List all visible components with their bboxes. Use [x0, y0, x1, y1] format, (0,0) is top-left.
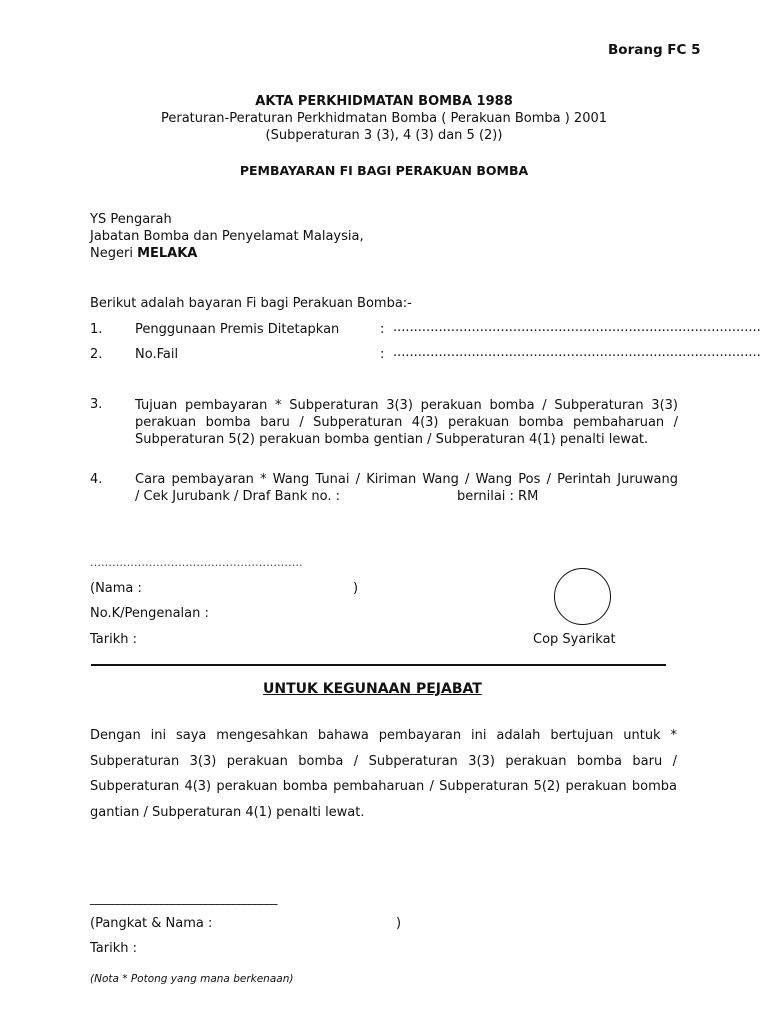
- section-divider: [91, 664, 666, 666]
- company-stamp-label: Cop Syarikat: [533, 632, 616, 647]
- subregulation-ref: (Subperaturan 3 (3), 4 (3) dan 5 (2)): [265, 128, 503, 143]
- item1-field[interactable]: .........................................................................................: [393, 320, 761, 335]
- officer-rank-name-label: (Pangkat & Nama :: [90, 916, 213, 931]
- item3-number: 3.: [90, 397, 103, 412]
- item4-line2b: bernilai : RM: [457, 489, 539, 504]
- footnote: (Nota * Potong yang mana berkenaan): [90, 973, 294, 985]
- office-use-title: UNTUK KEGUNAAN PEJABAT: [263, 681, 482, 697]
- addressee-line2: Jabatan Bomba dan Penyelamat Malaysia,: [90, 229, 364, 244]
- item1-colon: :: [380, 322, 385, 337]
- item2-colon: :: [380, 347, 385, 362]
- state-name: MELAKA: [137, 246, 198, 261]
- regulation-title: Peraturan-Peraturan Perkhidmatan Bomba ( Perakuan Bomba ) 2001: [160, 111, 608, 126]
- signature-ic-label: No.K/Pengenalan :: [90, 606, 209, 621]
- item1-label: Penggunaan Premis Ditetapkan: [135, 322, 340, 337]
- signature-name-label: (Nama :: [90, 581, 142, 596]
- intro-text: Berikut adalah bayaran Fi bagi Perakuan Bomba:-: [90, 296, 412, 311]
- signature-date-label: Tarikh :: [90, 632, 137, 647]
- signature-name-close: ): [353, 581, 359, 596]
- state-prefix: Negeri: [90, 246, 138, 261]
- office-confirmation-text: Dengan ini saya mengesahkan bahawa pembayaran ini adalah bertujuan untuk * Subperaturan 3(3) perakuan bomba / Subperaturan 3(3) perakuan bomba baru / Subperaturan 4(3) perakuan bomba pembaharuan / Subperaturan 5(2) perakuan bomba gantian / Subperaturan 4(1) penalti lewat.: [90, 728, 677, 820]
- item2-label: No.Fail: [135, 347, 179, 362]
- addressee-line3: [90, 246, 197, 261]
- officer-rank-name-close: ): [396, 916, 402, 931]
- addressee-line1: YS Pengarah: [90, 212, 172, 227]
- item4-line2a: / Cek Jurubank / Draf Bank no. :: [135, 489, 340, 504]
- item2-field[interactable]: .........................................................................................: [393, 345, 761, 360]
- item1-number: 1.: [90, 322, 103, 337]
- item4-number: 4.: [90, 472, 103, 487]
- item2-number: 2.: [90, 347, 103, 362]
- form-title: PEMBAYARAN FI BAGI PERAKUAN BOMBA: [239, 163, 529, 178]
- officer-date-label: Tarikh :: [90, 941, 137, 956]
- company-stamp-circle: [554, 568, 611, 625]
- form-code: Borang FC 5: [608, 42, 701, 58]
- officer-signature-line: __________________________________: [90, 891, 277, 905]
- act-title: AKTA PERKHIDMATAN BOMBA 1988: [255, 94, 513, 109]
- signature-line: ………………………………………………….: [90, 556, 303, 569]
- item4-line1: Cara pembayaran * Wang Tunai / Kiriman Wang / Wang Pos / Perintah Juruwang: [135, 472, 678, 487]
- item3-text: Tujuan pembayaran * Subperaturan 3(3) perakuan bomba / Subperaturan 3(3) perakuan bomba baru / Subperaturan 4(3) perakuan bomba pembaharuan / Subperaturan 5(2) perakuan bomba gentian / Subperaturan 4(1) penalti lewat.: [135, 398, 678, 447]
